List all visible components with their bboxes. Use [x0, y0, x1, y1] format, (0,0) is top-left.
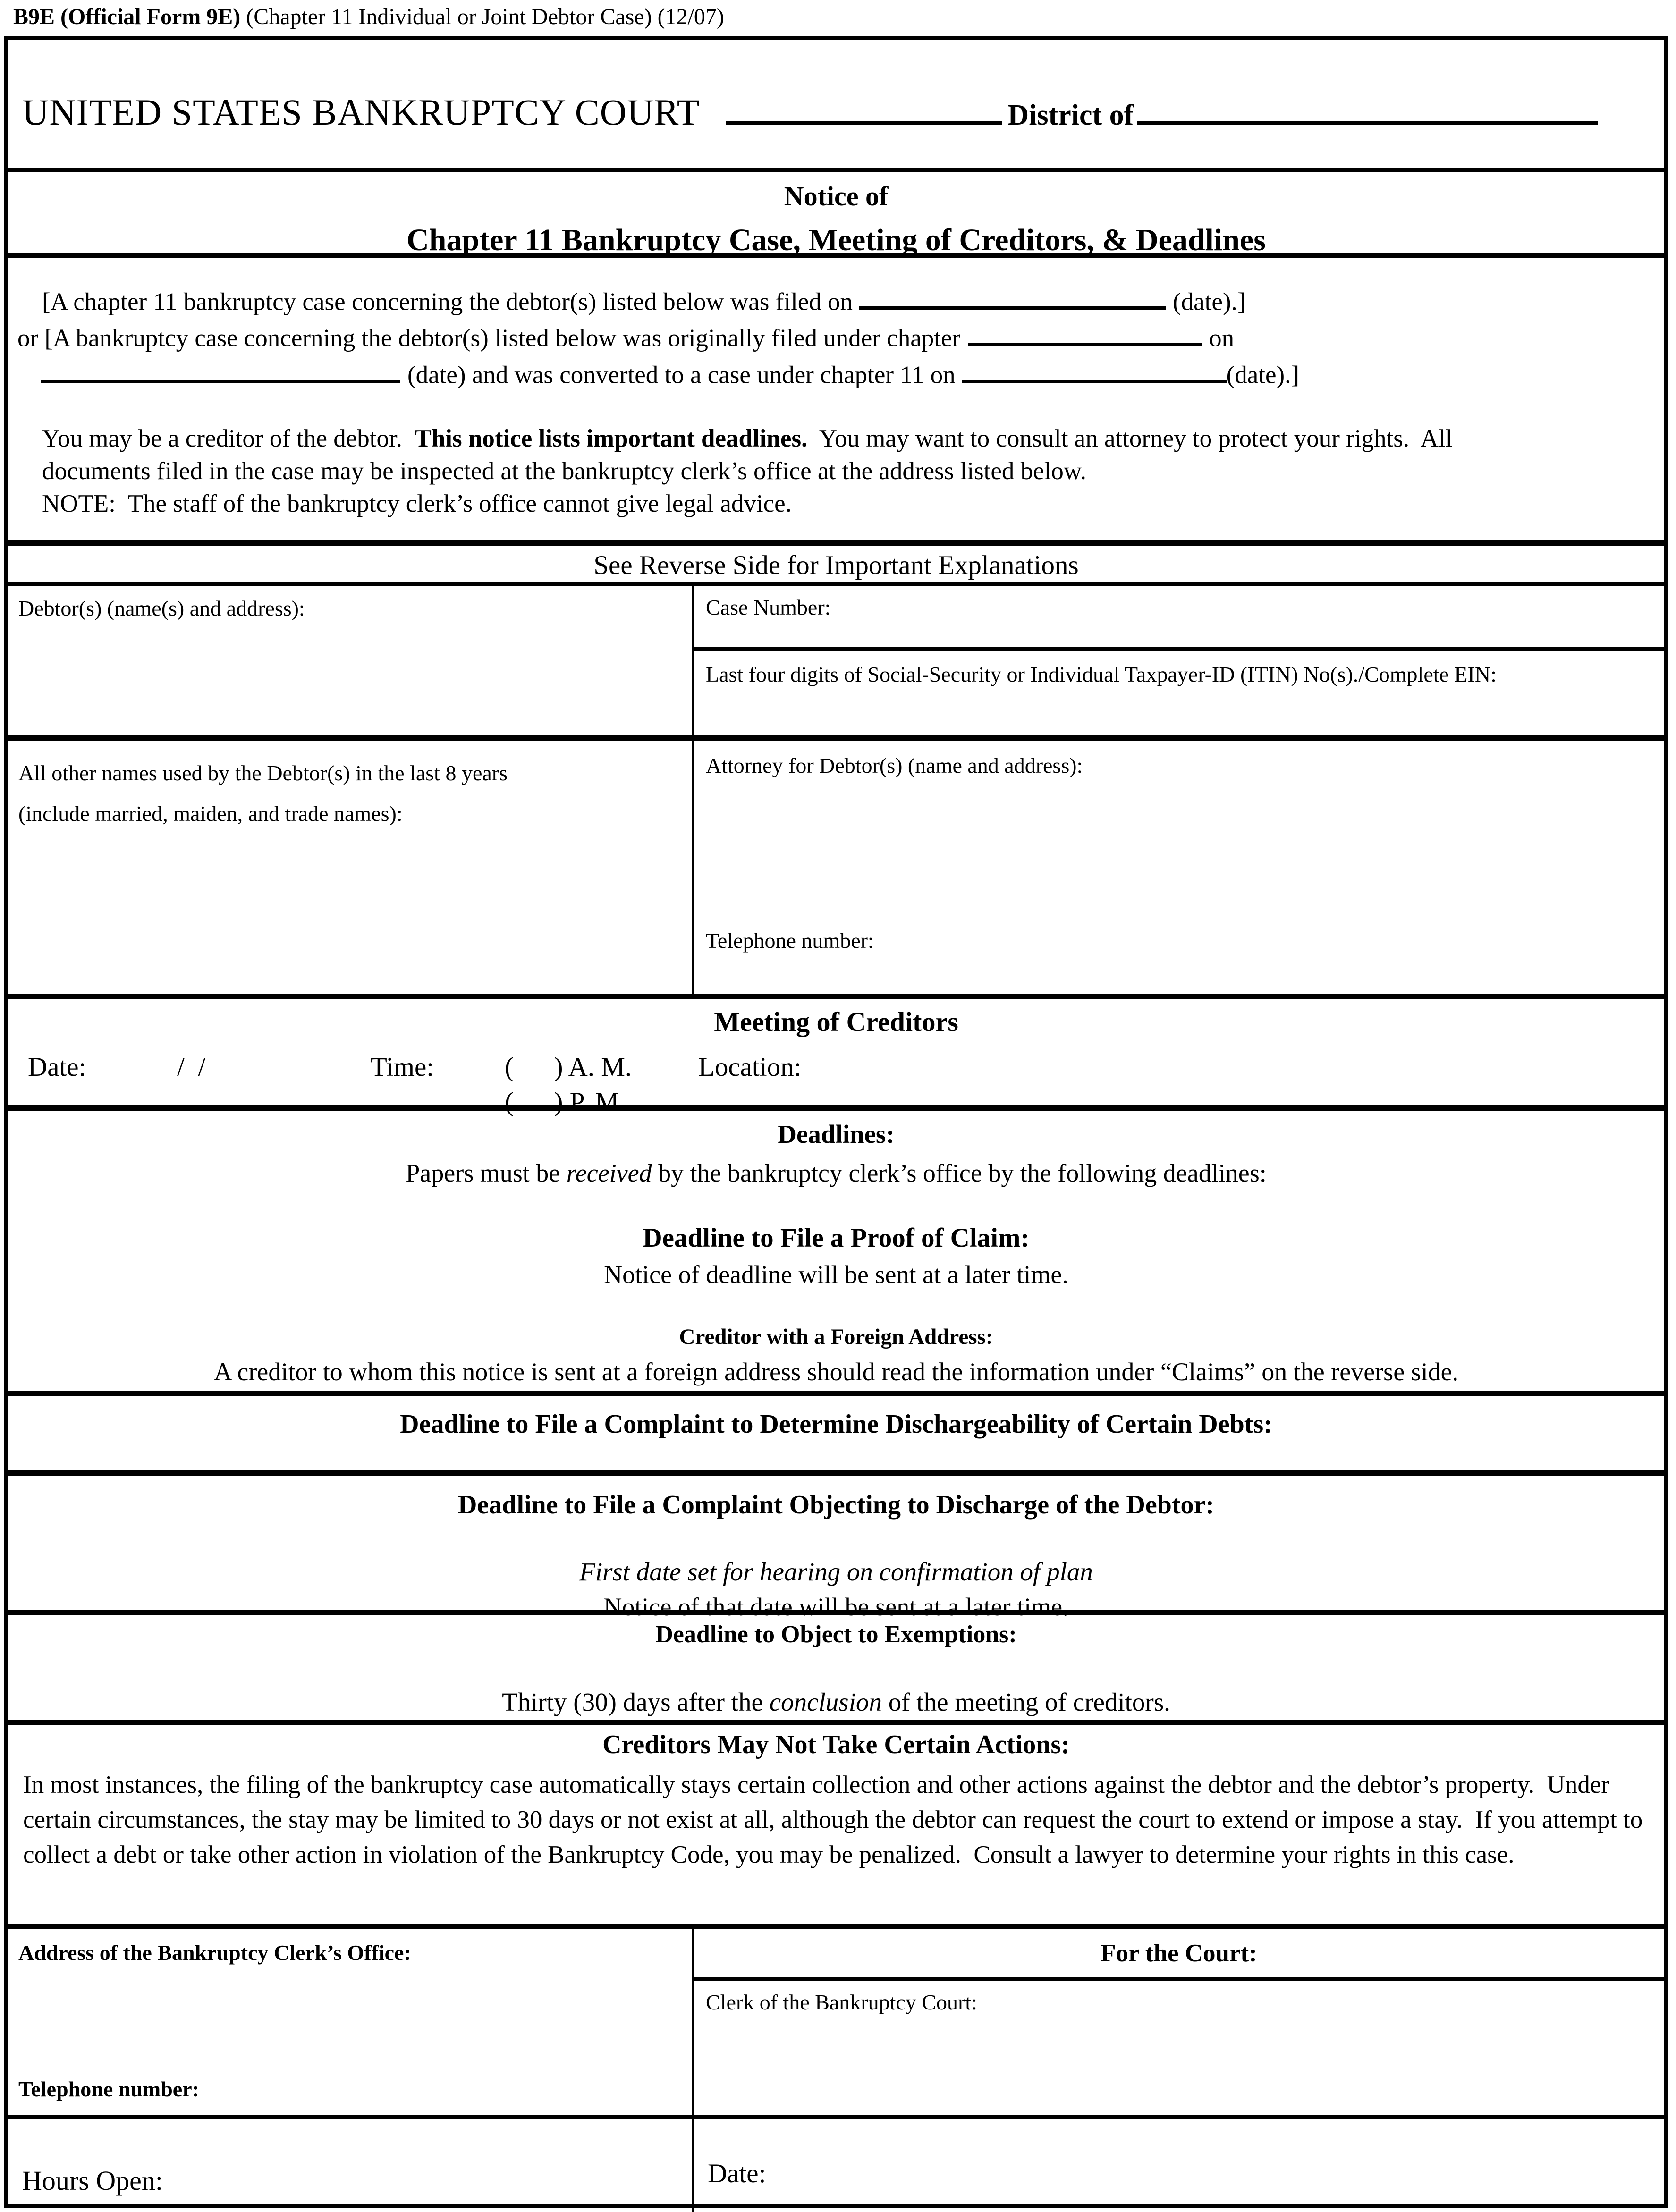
filing-statement-section [8, 253, 1664, 540]
district-label: District of [1007, 99, 1134, 132]
filing-line-2 [8, 319, 1664, 355]
form-id-bold: B9E (Official Form 9E) [13, 4, 241, 29]
debtors-label: Debtor(s) (name(s) and address): [18, 596, 305, 620]
creditor-notice-bold: This notice lists important deadlines. [415, 425, 808, 453]
exemptions-text-italic: conclusion [769, 1688, 882, 1716]
form-id-line [0, 0, 1676, 33]
meeting-am-option: ( ) A. M. [505, 1052, 632, 1082]
filing-line-1 [8, 283, 1664, 319]
deadlines-intro-italic: received [566, 1159, 652, 1187]
ssn-ein-cell [694, 647, 1664, 735]
discharge-objection-section [8, 1470, 1664, 1621]
discharge-objection-title: Deadline to File a Complaint Objecting to Discharge of the Debtor: [458, 1490, 1214, 1520]
form-id-rest: (Chapter 11 Individual or Joint Debtor Case) (12/07) [240, 4, 724, 29]
deadlines-section [8, 1105, 1664, 1391]
other-names-label-line2: (include married, maiden, and trade names): [18, 802, 403, 826]
meeting-date-label: Date: [28, 1052, 86, 1082]
case-number-cell [694, 586, 1664, 647]
chapter-blank-line [968, 319, 1202, 346]
clerk-address-cell [8, 1929, 694, 2115]
discharge-objection-text: Notice of that date will be sent at a later time. [603, 1593, 1069, 1621]
clerk-address-label: Address of the Bankruptcy Clerk’s Office: [18, 1941, 411, 1965]
reverse-side-banner-row [8, 540, 1664, 582]
district-blank-line [1137, 86, 1598, 125]
converted-on-blank-line [962, 356, 1227, 383]
filing-line-3 [8, 356, 1664, 392]
foreign-address-title: Creditor with a Foreign Address: [679, 1325, 993, 1349]
notice-title-section [8, 168, 1664, 257]
court-title: UNITED STATES BANKRUPTCY COURT [22, 92, 700, 133]
form-body [4, 36, 1668, 2208]
meeting-time-label: Time: [371, 1052, 434, 1082]
filing-line-2-text: or [A bankruptcy case concerning the debtor(s) listed below was originally filed under chapter [17, 324, 961, 352]
attorney-cell [694, 735, 1664, 994]
deadlines-intro-post: by the bankruptcy clerk’s office by the following deadlines: [652, 1159, 1267, 1187]
meeting-title: Meeting of Creditors [714, 1006, 958, 1037]
notice-title-line2: Chapter 11 Bankruptcy Case, Meeting of Creditors, & Deadlines [406, 223, 1266, 257]
clerk-of-court-cell [694, 1977, 1664, 2115]
reverse-side-banner: See Reverse Side for Important Explanations [593, 550, 1079, 580]
filed-date-blank-line [859, 283, 1166, 310]
proof-of-claim-text: Notice of deadline will be sent at a later time. [604, 1260, 1068, 1289]
ssn-ein-label: Last four digits of Social-Security or Individual Taxpayer-ID (ITIN) No(s)./Complete EIN: [706, 662, 1497, 686]
meeting-pm-option: ( ) P. M. [505, 1087, 626, 1117]
court-name-blank-line [726, 86, 1002, 125]
hours-open-cell [8, 2115, 694, 2212]
foreign-address-text: A creditor to whom this notice is sent at a foreign address should read the information under “Claims” on the reverse side. [213, 1358, 1459, 1386]
for-the-court-cell [694, 1929, 1664, 1977]
creditor-notice-paragraph [42, 422, 1513, 488]
clerk-telephone-label: Telephone number: [18, 2077, 199, 2101]
court-date-cell [694, 2115, 1664, 2212]
for-the-court-label: For the Court: [1100, 1940, 1257, 1967]
deadlines-intro-pre: Papers must be [406, 1159, 567, 1187]
deadlines-title: Deadlines: [778, 1120, 895, 1148]
stay-actions-section [8, 1720, 1664, 1924]
other-names-label-line1: All other names used by the Debtor(s) in the last 8 years [18, 761, 508, 785]
meeting-fields-line [8, 1052, 1664, 1123]
exemptions-section [8, 1610, 1664, 1720]
case-number-label: Case Number: [706, 595, 831, 619]
filing-line-3-date-label: (date).] [1226, 361, 1300, 389]
filing-line-1-date-label: (date).] [1173, 288, 1246, 316]
court-date-label: Date: [708, 2159, 766, 2188]
attorney-label: Attorney for Debtor(s) (name and address): [706, 753, 1083, 777]
confirmation-hearing-note: First date set for hearing on confirmation of plan [579, 1557, 1093, 1586]
debtor-info-table [8, 582, 1664, 994]
court-header-row [8, 40, 1664, 168]
converted-date-blank-line [41, 356, 400, 383]
filing-line-3-text: (date) and was converted to a case under chapter 11 on [407, 361, 956, 389]
hours-open-label: Hours Open: [22, 2165, 163, 2196]
exemptions-text [8, 1687, 1664, 1717]
exemptions-text-post: of the meeting of creditors. [881, 1688, 1170, 1716]
stay-actions-title: Creditors May Not Take Certain Actions: [602, 1730, 1070, 1759]
dischargeability-title: Deadline to File a Complaint to Determine Dischargeability of Certain Debts: [400, 1410, 1272, 1439]
exemptions-text-pre: Thirty (30) days after the [502, 1688, 770, 1716]
clerk-of-court-label: Clerk of the Bankruptcy Court: [706, 1990, 977, 2014]
meeting-location-label: Location: [698, 1052, 802, 1082]
dischargeability-section [8, 1391, 1664, 1470]
proof-of-claim-title: Deadline to File a Proof of Claim: [643, 1223, 1030, 1253]
clerk-advice-note: NOTE: The staff of the bankruptcy clerk’s office cannot give legal advice. [42, 490, 792, 518]
stay-actions-paragraph: In most instances, the filing of the bankruptcy case automatically stays certain collection and other actions against the debtor and the debtor’s property. Under certain circumstances, the stay may be limited to 30 days or not exist at all, although the debtor can request the court to extend or impose a stay. If you attempt to collect a debt or take other action in violation of the Bankruptcy Code, you may be penalized. Consult a lawyer to determine your rights in this case. [23, 1771, 1649, 1868]
other-names-cell [8, 735, 694, 994]
notice-title-line1: Notice of [784, 181, 889, 211]
deadlines-intro [8, 1158, 1664, 1188]
filing-line-2-on-label: on [1209, 324, 1235, 352]
attorney-telephone-label: Telephone number: [706, 929, 874, 953]
meeting-of-creditors-section [8, 994, 1664, 1117]
debtors-cell [8, 586, 694, 735]
meeting-date-slashes: / / [177, 1052, 206, 1082]
clerk-court-table [8, 1924, 1664, 2212]
exemptions-title: Deadline to Object to Exemptions: [655, 1621, 1017, 1648]
creditor-notice-seg3: You may want to consult an attorney to protect your rights. All documents filed in the case may be inspected at the bankruptcy clerk’s office at the address listed below. [42, 425, 1459, 485]
creditor-notice-seg1: You may be a creditor of the debtor. [42, 425, 415, 453]
filing-line-1-text: [A chapter 11 bankruptcy case concerning the debtor(s) listed below was filed on [42, 288, 853, 316]
